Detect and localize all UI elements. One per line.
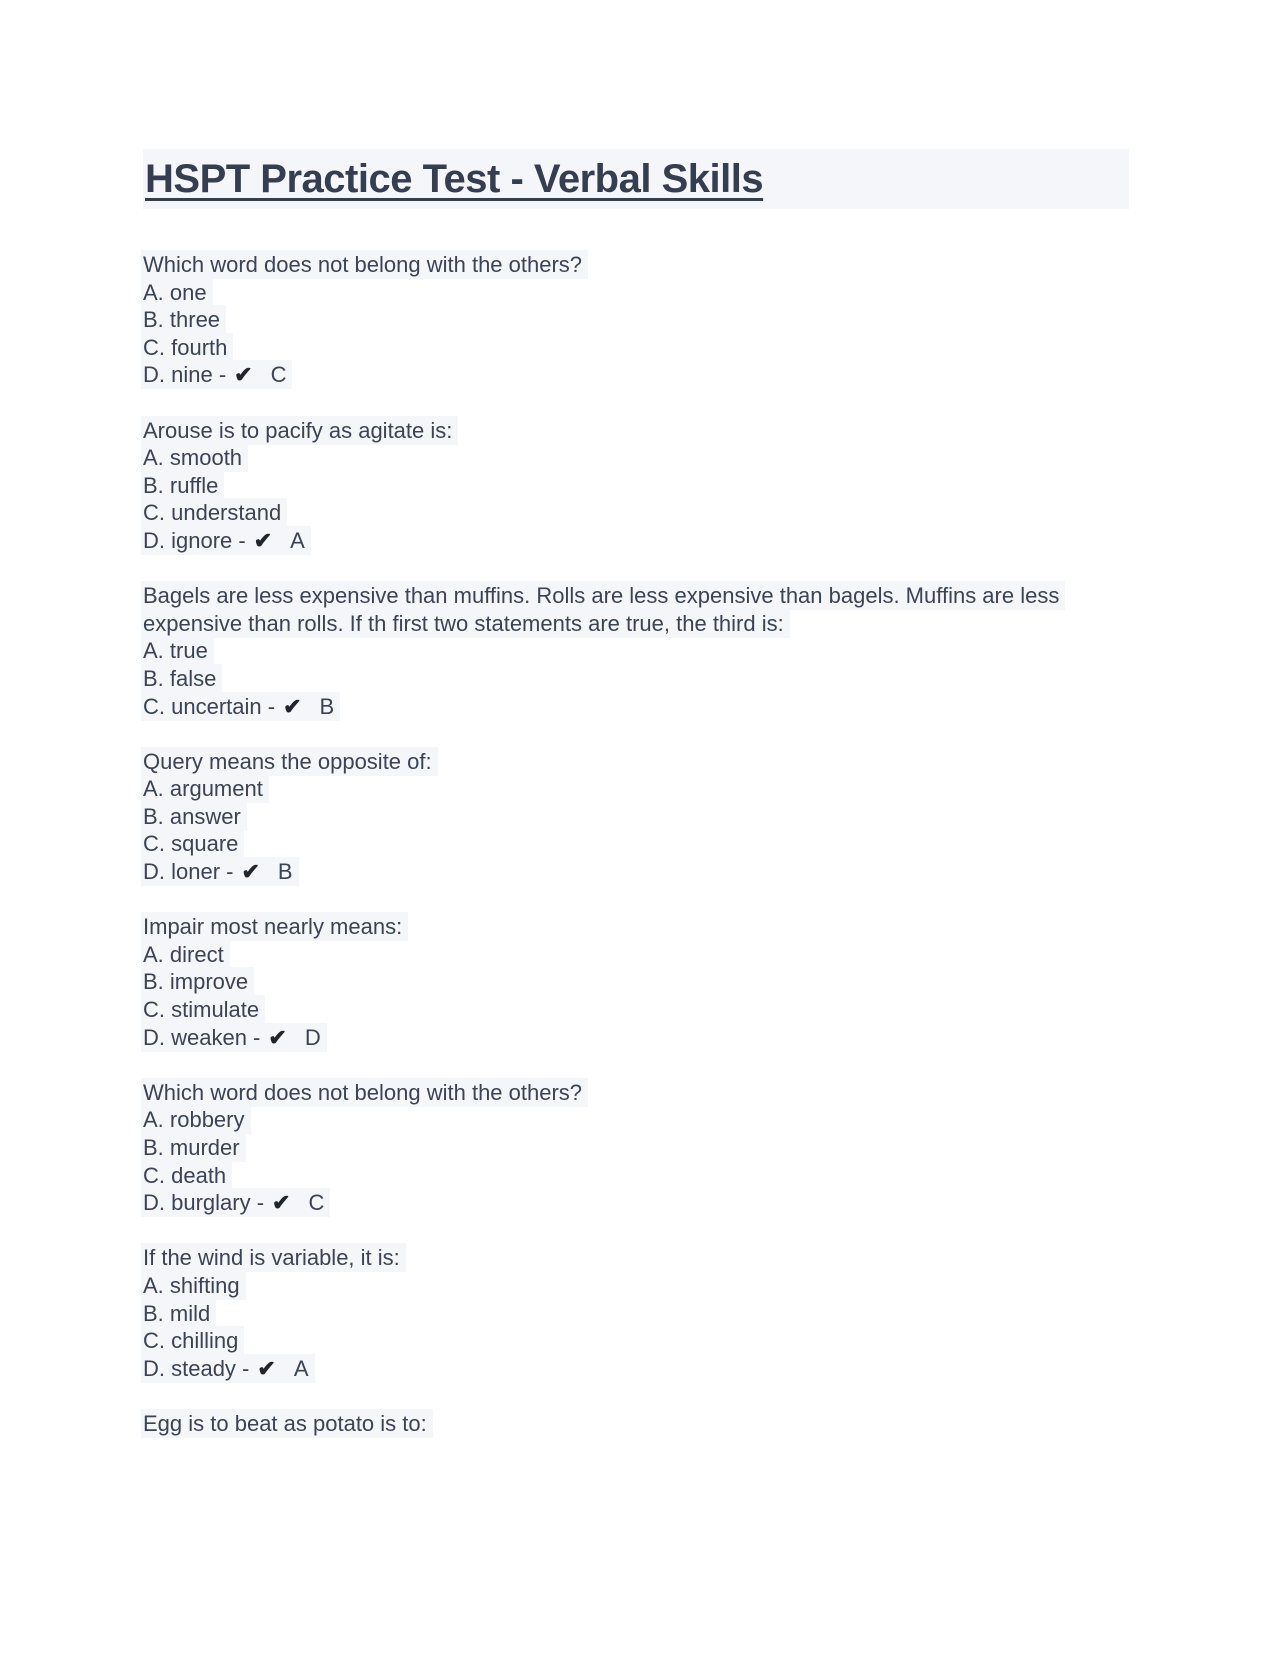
question-block: [143, 251, 1129, 389]
checkmark-icon: ✔: [234, 362, 253, 388]
prompt-text: Impair most nearly means:: [141, 912, 408, 941]
answer-option: [143, 1106, 1129, 1134]
question-block: [143, 1079, 1129, 1217]
question-prompt: [143, 1079, 1129, 1107]
answer-option-correct: [143, 693, 1129, 721]
option-text: B. false: [141, 664, 222, 693]
document-content: [143, 149, 1129, 1438]
option-text: A. direct: [141, 940, 230, 969]
prompt-text: Which word does not belong with the others?: [141, 1078, 588, 1107]
page-title: HSPT Practice Test - Verbal Skills: [145, 156, 764, 201]
correct-answer-letter: C: [270, 362, 287, 388]
question-prompt: [143, 582, 1129, 637]
option-text: A. shifting: [141, 1271, 246, 1300]
answer-option: [143, 1300, 1129, 1328]
answer-option: [143, 665, 1129, 693]
checkmark-icon: ✔: [241, 859, 260, 885]
option-text: [141, 692, 340, 721]
checkmark-icon: ✔: [283, 693, 302, 719]
answer-option: [143, 306, 1129, 334]
option-text: A. one: [141, 278, 213, 307]
answer-option-correct: [143, 361, 1129, 389]
question-prompt: [143, 1244, 1129, 1272]
option-text: A. robbery: [141, 1105, 251, 1134]
answer-option: [143, 637, 1129, 665]
option-prefix: D. weaken -: [143, 1024, 261, 1050]
correct-answer-letter: C: [308, 1190, 325, 1216]
option-text: A. smooth: [141, 443, 248, 472]
answer-option: [143, 1272, 1129, 1300]
prompt-text: Which word does not belong with the others?: [141, 250, 588, 279]
answer-option: [143, 334, 1129, 362]
question-block: [143, 748, 1129, 886]
option-text: B. improve: [141, 967, 254, 996]
answer-option: [143, 1327, 1129, 1355]
option-text: A. argument: [141, 774, 269, 803]
prompt-text: Query means the opposite of:: [141, 747, 438, 776]
option-text: C. fourth: [141, 333, 233, 362]
answer-option-correct: [143, 1024, 1129, 1052]
answer-option: [143, 830, 1129, 858]
question-block: [143, 1244, 1129, 1382]
checkmark-icon: ✔: [268, 1024, 287, 1050]
answer-option: [143, 996, 1129, 1024]
question-prompt: [143, 748, 1129, 776]
answer-option: [143, 775, 1129, 803]
option-text: C. death: [141, 1161, 232, 1190]
option-text: [141, 1188, 330, 1217]
option-text: B. murder: [141, 1133, 246, 1162]
option-text: B. answer: [141, 802, 247, 831]
option-prefix: D. steady -: [143, 1355, 250, 1381]
option-prefix: D. ignore -: [143, 527, 246, 553]
option-text: C. stimulate: [141, 995, 265, 1024]
answer-option-correct: [143, 1189, 1129, 1217]
question-prompt: [143, 1410, 1129, 1438]
answer-option: [143, 444, 1129, 472]
option-text: B. ruffle: [141, 471, 224, 500]
answer-option: [143, 941, 1129, 969]
option-text: [141, 1354, 315, 1383]
option-text: [141, 360, 292, 389]
answer-option-correct: [143, 858, 1129, 886]
correct-answer-letter: B: [319, 693, 335, 719]
prompt-text: Egg is to beat as potato is to:: [141, 1409, 433, 1438]
answer-option: [143, 1134, 1129, 1162]
prompt-text: Arouse is to pacify as agitate is:: [141, 416, 458, 445]
question-block: [143, 1410, 1129, 1438]
answer-option: [143, 968, 1129, 996]
prompt-text: If the wind is variable, it is:: [141, 1243, 406, 1272]
option-text: B. three: [141, 305, 226, 334]
answer-option-correct: [143, 527, 1129, 555]
answer-option: [143, 1162, 1129, 1190]
answer-option: [143, 499, 1129, 527]
checkmark-icon: ✔: [257, 1355, 276, 1381]
option-text: C. understand: [141, 498, 287, 527]
option-text: [141, 526, 311, 555]
correct-answer-letter: A: [290, 527, 305, 553]
question-prompt: [143, 913, 1129, 941]
option-prefix: C. uncertain -: [143, 693, 276, 719]
answer-option: [143, 803, 1129, 831]
option-text: C. chilling: [141, 1326, 244, 1355]
answer-option: [143, 472, 1129, 500]
answer-option: [143, 279, 1129, 307]
correct-answer-letter: A: [293, 1355, 309, 1381]
question-block: [143, 913, 1129, 1051]
option-text: B. mild: [141, 1299, 216, 1328]
option-text: [141, 1023, 327, 1052]
checkmark-icon: ✔: [272, 1190, 291, 1216]
option-prefix: D. nine -: [143, 362, 227, 388]
question-prompt: [143, 417, 1129, 445]
option-prefix: D. burglary -: [143, 1190, 265, 1216]
option-text: A. true: [141, 636, 214, 665]
checkmark-icon: ✔: [253, 527, 273, 553]
page-title-block: [143, 149, 1129, 209]
question-prompt: [143, 251, 1129, 279]
option-text: C. square: [141, 829, 244, 858]
option-prefix: D. loner -: [143, 859, 234, 885]
answer-option-correct: [143, 1355, 1129, 1383]
question-block: [143, 582, 1129, 720]
correct-answer-letter: B: [277, 859, 293, 885]
option-text: [141, 857, 299, 886]
prompt-text: Bagels are less expensive than muffins. Rolls are less expensive than bagels. Muffins are less expensive than rolls. If th first two statements are true, the third is:: [141, 581, 1065, 638]
question-block: [143, 417, 1129, 555]
correct-answer-letter: D: [304, 1024, 321, 1050]
